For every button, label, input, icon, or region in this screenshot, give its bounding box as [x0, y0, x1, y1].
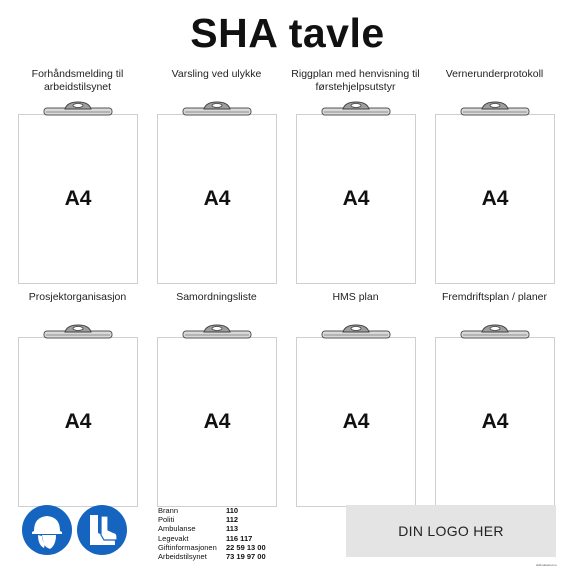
cell-label: Riggplan med henvisning til førstehjelpsutstyr — [291, 68, 420, 93]
a4-sheet — [296, 114, 416, 284]
clipboard-clip-icon — [321, 101, 391, 117]
a4-sheet — [18, 337, 138, 507]
phone-name: Brann — [158, 506, 179, 515]
sheet-size-label: A4 — [481, 410, 509, 433]
a4-sheet — [18, 114, 138, 284]
phone-row — [158, 506, 266, 515]
sheet-size-label: A4 — [203, 410, 231, 433]
phone-number: 110 — [226, 506, 239, 515]
hard-hat-required-icon — [22, 505, 72, 555]
cell-label: HMS plan — [332, 291, 379, 303]
cell-label: Fremdriftsplan / planer — [441, 291, 548, 303]
phone-number: 73 19 97 00 — [226, 552, 266, 562]
clipboard-clip-icon — [43, 101, 113, 117]
clipboard-clip-icon — [43, 324, 113, 340]
a4-sheet — [435, 114, 555, 284]
clipboard-clip-icon — [460, 324, 530, 340]
logo-placeholder: DIN LOGO HER — [346, 505, 556, 557]
phone-number: 112 — [226, 515, 239, 525]
cell-label: Prosjektorganisasjon — [28, 291, 127, 303]
page-title: SHA tavle — [190, 10, 385, 56]
sheet-size-label: A4 — [342, 187, 370, 210]
sheet-size-label: A4 — [481, 187, 509, 210]
cell-label: Samordningsliste — [176, 291, 257, 303]
phone-name: Politi — [158, 515, 175, 525]
phone-row — [158, 524, 266, 533]
phone-name: Giftinformasjonen — [158, 542, 217, 552]
a4-sheet — [435, 337, 555, 507]
imprint-text: skiltmakeriet.no — [536, 563, 557, 567]
safety-boots-required-icon — [77, 505, 127, 555]
sheet-size-label: A4 — [203, 187, 231, 210]
sheet-size-label: A4 — [64, 187, 92, 210]
phone-number: 116 117 — [226, 533, 253, 543]
phone-row — [158, 534, 266, 543]
phone-row — [158, 543, 266, 552]
cell-label: Forhåndsmelding til arbeidstilsynet — [31, 68, 124, 93]
phone-row — [158, 552, 266, 561]
a4-sheet — [157, 337, 277, 507]
clipboard-clip-icon — [182, 324, 252, 340]
phone-row — [158, 515, 266, 524]
clipboard-clip-icon — [460, 101, 530, 117]
clipboard-clip-icon — [182, 101, 252, 117]
sheet-size-label: A4 — [64, 410, 92, 433]
phone-number: 22 59 13 00 — [226, 542, 266, 552]
cell-label: Varsling ved ulykke — [171, 68, 262, 80]
phone-name: Legevakt — [158, 533, 189, 543]
sheet-size-label: A4 — [342, 410, 370, 433]
phone-name: Arbeidstilsynet — [158, 552, 207, 562]
phone-name: Ambulanse — [158, 524, 196, 534]
emergency-phone-list — [158, 506, 266, 561]
cell-label: Vernerunderprotokoll — [445, 68, 544, 80]
a4-sheet — [296, 337, 416, 507]
phone-number: 113 — [226, 524, 239, 534]
a4-sheet — [157, 114, 277, 284]
clipboard-clip-icon — [321, 324, 391, 340]
